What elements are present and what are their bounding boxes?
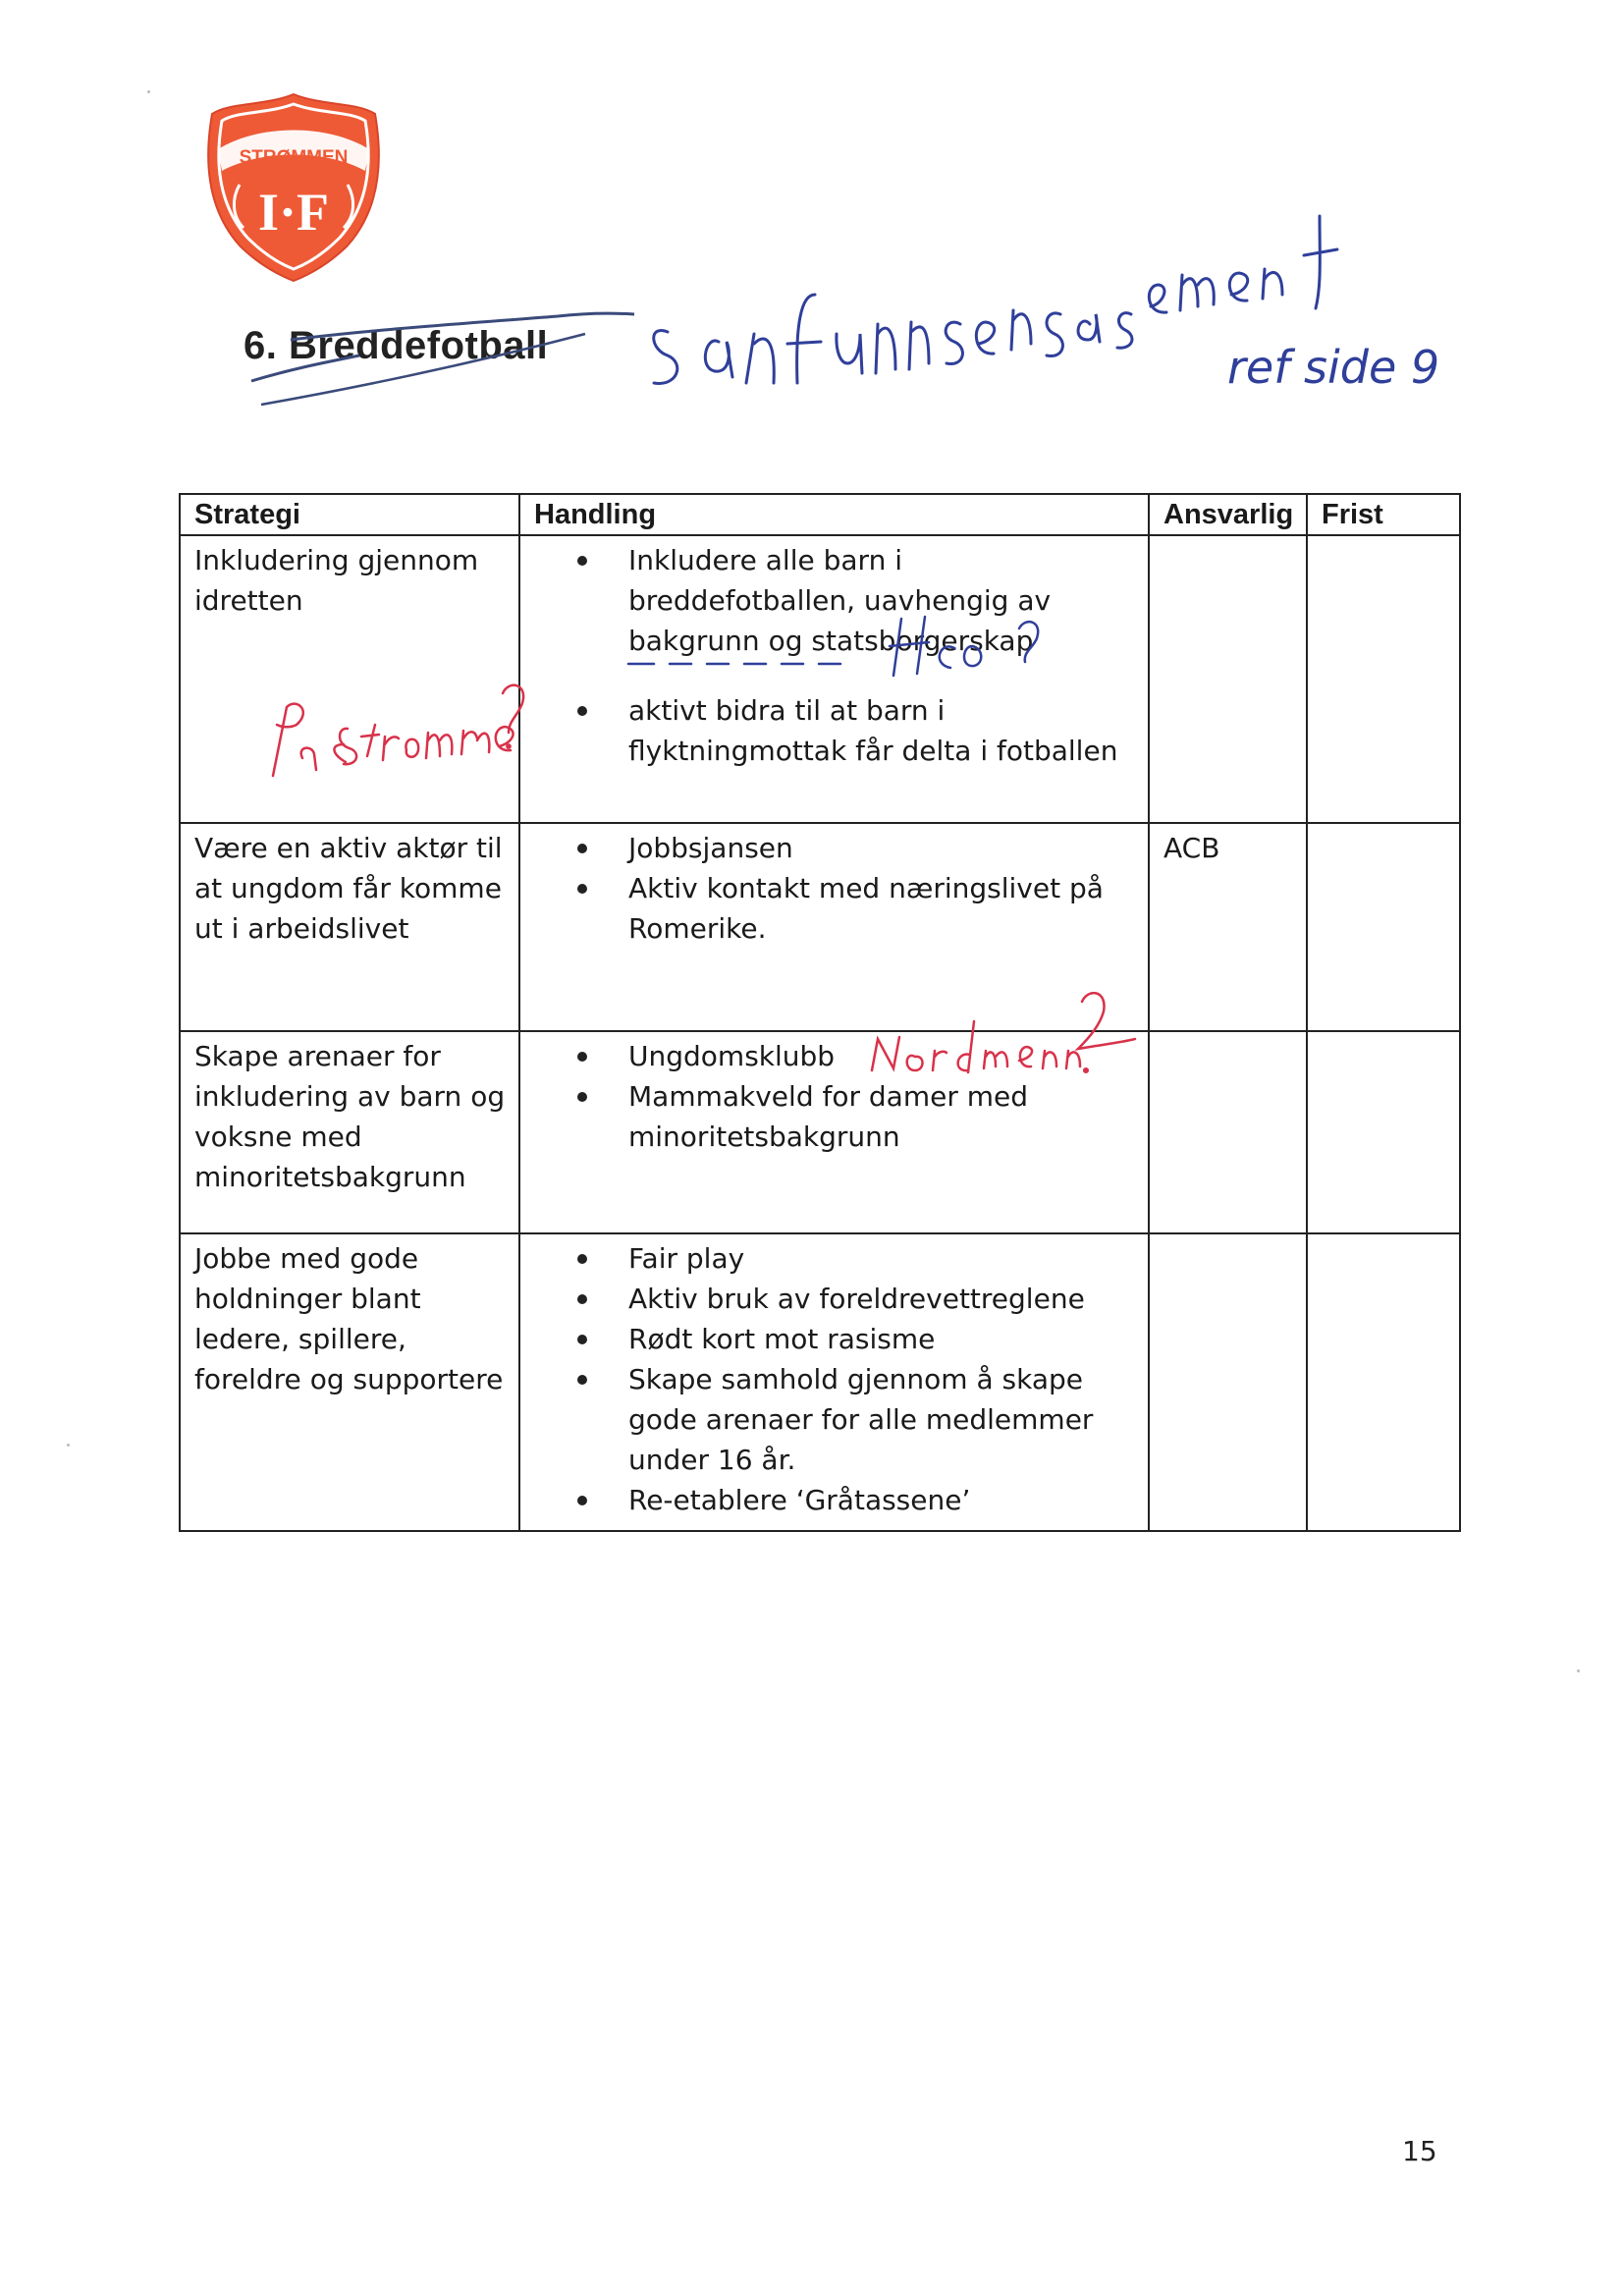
- deadline-cell: [1307, 823, 1460, 1031]
- actions-cell: [519, 823, 1149, 1031]
- action-item: Rødt kort mot rasisme: [628, 1319, 1136, 1359]
- table-header-row: [180, 494, 1460, 535]
- header-handling: Handling: [519, 494, 1149, 535]
- table-row: [180, 823, 1460, 1031]
- logo-top-text: STRØMMEN: [239, 147, 349, 168]
- deadline-cell: [1307, 1233, 1460, 1531]
- action-list: [534, 1238, 1136, 1520]
- strategy-cell: Være en aktiv aktør til at ungdom får komme ut i arbeidslivet: [180, 823, 519, 1031]
- strategy-cell: Inkludering gjennom idretten: [180, 535, 519, 823]
- action-item: aktivt bidra til at barn i flyktningmottak får delta i fotballen: [628, 690, 1136, 771]
- action-list: [534, 828, 1136, 949]
- strategy-cell: Jobbe med gode holdninger blant ledere, spillere, foreldre og supportere: [180, 1233, 519, 1531]
- responsible-cell: [1149, 1233, 1307, 1531]
- responsible-cell: ACB: [1149, 823, 1307, 1031]
- action-item: Aktiv kontakt med næringslivet på Romerike.: [628, 868, 1136, 949]
- scan-speck: [1577, 1669, 1580, 1672]
- deadline-cell: [1307, 1031, 1460, 1233]
- section-title-struck: Breddefotball: [288, 324, 549, 367]
- actions-cell: [519, 1031, 1149, 1233]
- actions-cell: [519, 535, 1149, 823]
- scan-speck: [67, 1444, 70, 1447]
- handwritten-blue-note-text: Hco ?: [619, 599, 622, 600]
- table-row: [180, 535, 1460, 823]
- action-item: Fair play: [628, 1238, 1136, 1279]
- action-item: Re-etablere ‘Gråtassene’: [628, 1480, 1136, 1520]
- action-list: [534, 1036, 1136, 1157]
- action-item: Jobbsjansen: [628, 828, 1136, 868]
- section-heading: [243, 324, 548, 368]
- responsible-cell: [1149, 535, 1307, 823]
- strategy-cell: Skape arenaer for inkludering av barn og voksne med minoritetsbakgrunn: [180, 1031, 519, 1233]
- header-strategi: Strategi: [180, 494, 519, 535]
- action-item: Mammakveld for damer med minoritetsbakgrunn: [628, 1076, 1136, 1157]
- strategy-table: [179, 493, 1461, 1532]
- action-item: Ungdomsklubb: [628, 1036, 1136, 1076]
- action-list: [534, 540, 1136, 771]
- club-logo: [200, 90, 387, 283]
- handwritten-red-note-text: Nordmenn?: [854, 982, 860, 983]
- handwritten-red-note-text: På Strømmen?: [257, 668, 265, 669]
- responsible-cell: [1149, 1031, 1307, 1233]
- handwritten-replacement-title: [628, 177, 1440, 412]
- page-number: 15: [1402, 2135, 1437, 2167]
- table-row: [180, 1031, 1460, 1233]
- header-frist: Frist: [1307, 494, 1460, 535]
- table-row: [180, 1233, 1460, 1531]
- action-item: Inkludere alle barn i breddefotballen, uavhengig av bakgrunn og statsborgerskap: [628, 540, 1136, 661]
- header-ansvarlig: Ansvarlig: [1149, 494, 1307, 535]
- scan-speck: [147, 90, 150, 93]
- action-item: Skape samhold gjennom å skape gode arenaer for alle medlemmer under 16 år.: [628, 1359, 1136, 1480]
- deadline-cell: [1307, 535, 1460, 823]
- handwritten-ref-note: ref side 9: [1227, 341, 1440, 394]
- section-number: 6.: [243, 324, 278, 367]
- logo-main-text: I·F: [257, 183, 330, 242]
- actions-cell: [519, 1233, 1149, 1531]
- action-item: Aktiv bruk av foreldrevettreglene: [628, 1279, 1136, 1319]
